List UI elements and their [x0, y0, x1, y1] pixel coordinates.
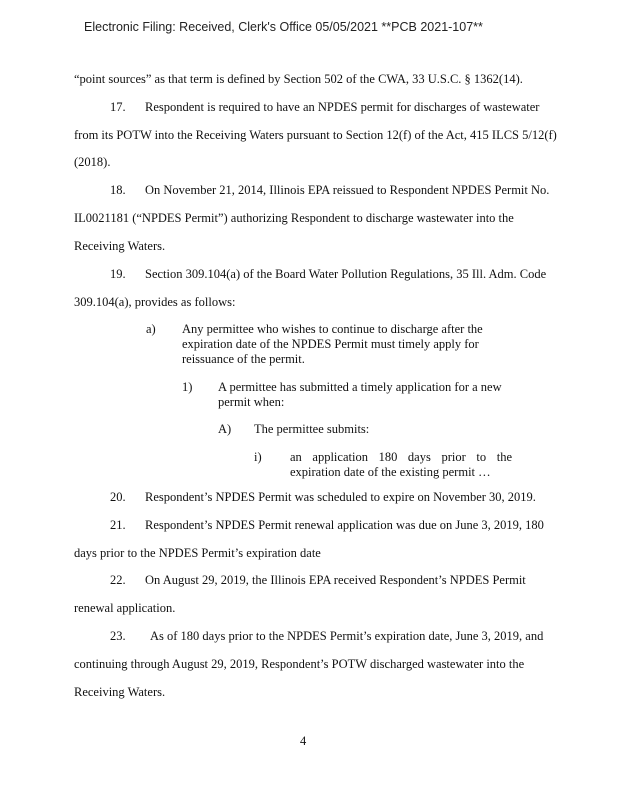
- paragraph-number: 21.: [110, 518, 126, 532]
- text-line: continuing through August 29, 2019, Respondent’s POTW discharged wastewater into the: [74, 657, 525, 671]
- text-line: from its POTW into the Receiving Waters pursuant to Section 12(f) of the Act, 415 ILCS 5/12(f): [74, 128, 557, 142]
- text-line: (2018).: [74, 155, 111, 169]
- text-line: “point sources” as that term is defined by Section 502 of the CWA, 33 U.S.C. § 1362(14).: [74, 72, 523, 86]
- text-line: Respondent’s NPDES Permit was scheduled to expire on November 30, 2019.: [145, 490, 536, 504]
- quote-1-text: A permittee has submitted a timely application for a new permit when:: [218, 380, 502, 409]
- text-line: As of 180 days prior to the NPDES Permit’s expiration date, June 3, 2019, and: [150, 629, 544, 643]
- text-line: Receiving Waters.: [74, 685, 166, 699]
- paragraph-number: 17.: [110, 100, 126, 114]
- quote-A-text: The permittee submits:: [254, 422, 370, 436]
- text-line: IL0021181 (“NPDES Permit”) authorizing Respondent to discharge wastewater into the: [74, 211, 514, 225]
- text-line: renewal application.: [74, 601, 176, 615]
- quote-marker-A: A): [218, 422, 232, 436]
- paragraph-number: 22.: [110, 573, 126, 587]
- paragraph-number: 18.: [110, 183, 126, 197]
- quote-i-text: an application 180 days prior to the expiration date of the existing permit …: [290, 450, 512, 479]
- text-line: On August 29, 2019, the Illinois EPA received Respondent’s NPDES Permit: [145, 573, 526, 587]
- text-line: On November 21, 2014, Illinois EPA reissued to Respondent NPDES Permit No.: [145, 183, 550, 197]
- quote-marker-i: i): [254, 450, 262, 464]
- text-line: 309.104(a), provides as follows:: [74, 295, 236, 309]
- text-line: Section 309.104(a) of the Board Water Pollution Regulations, 35 Ill. Adm. Code: [145, 267, 547, 281]
- quote-marker-a: a): [146, 322, 156, 336]
- page-number: 4: [300, 734, 307, 748]
- paragraph-number: 19.: [110, 267, 126, 281]
- text-line: Respondent is required to have an NPDES permit for discharges of wastewater: [145, 100, 540, 114]
- text-line: Respondent’s NPDES Permit renewal application was due on June 3, 2019, 180: [145, 518, 544, 532]
- text-line: days prior to the NPDES Permit’s expiration date: [74, 546, 321, 560]
- filing-header: Electronic Filing: Received, Clerk's Office 05/05/2021 **PCB 2021-107**: [84, 20, 483, 34]
- text-line: Receiving Waters.: [74, 239, 166, 253]
- paragraph-number: 23.: [110, 629, 126, 643]
- quote-a-text: Any permittee who wishes to continue to discharge after the expiration date of the NPDES Permit must timely apply for reissuance of the permit.: [182, 322, 483, 366]
- paragraph-number: 20.: [110, 490, 126, 504]
- quote-marker-1: 1): [182, 380, 193, 394]
